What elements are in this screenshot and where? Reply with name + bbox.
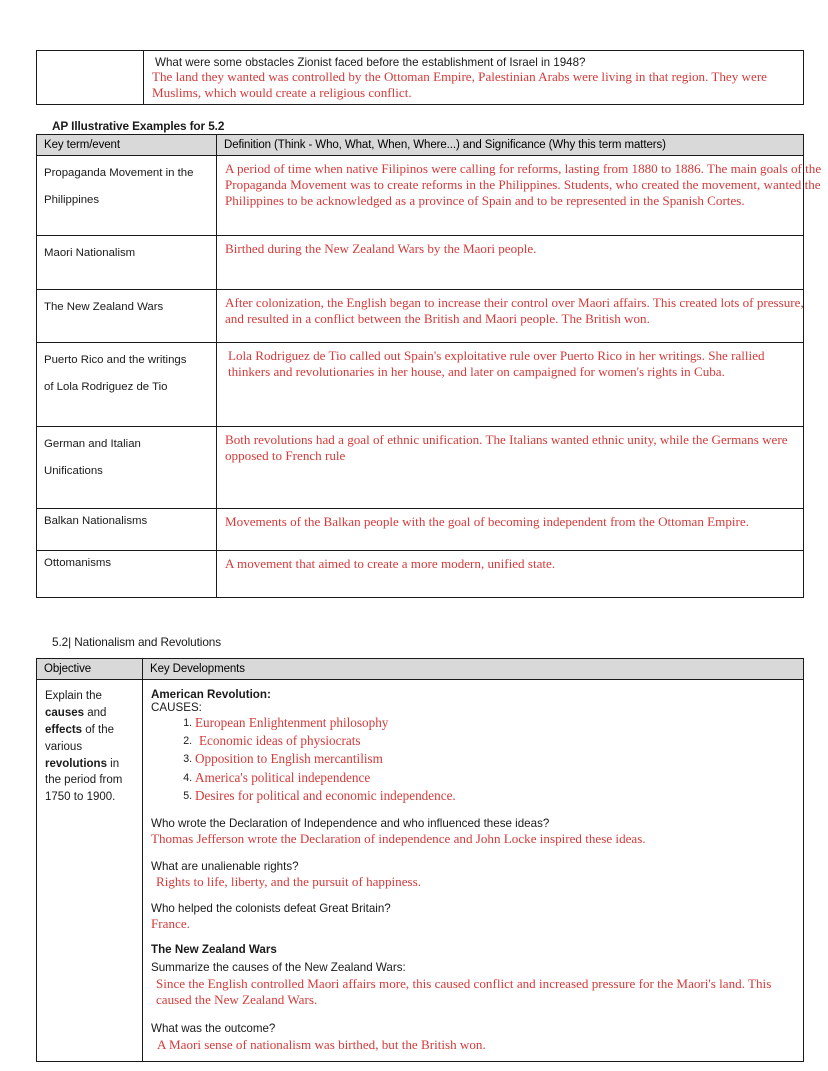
term-line-1: Propaganda Movement in the <box>44 167 194 179</box>
list-item <box>195 787 797 805</box>
qa-item <box>151 816 797 847</box>
definition-answer: Lola Rodriguez de Tio called out Spain's exploitative rule over Puerto Rico in her writings. She rallied thinkers and revolutionaries in her house, and later on campaigned for women's rights in Cuba. <box>228 348 765 380</box>
list-item <box>195 714 797 732</box>
objective-bold-revolutions: revolutions <box>45 757 107 770</box>
cause-text: Desires for political and economic independence. <box>195 787 456 803</box>
term-line-1: Ottomanisms <box>44 557 112 569</box>
new-zealand-wars-heading: The New Zealand Wars <box>151 943 277 957</box>
term-line-2: of Lola Rodriguez de Tio <box>44 380 168 393</box>
table-row <box>37 680 804 1062</box>
column-header-key-developments: Key Developments <box>143 659 804 680</box>
table-row <box>37 551 804 598</box>
term-line-1: Maori Nationalism <box>44 247 136 259</box>
causes-list <box>151 714 797 805</box>
developments-section-title: 5.2| Nationalism and Revolutions <box>52 635 222 649</box>
definition-answer: A movement that aimed to create a more modern, unified state. <box>225 556 556 571</box>
definition-answer: Birthed during the New Zealand Wars by the Maori people. <box>225 241 537 256</box>
term-cell <box>37 427 217 509</box>
definition-answer: After colonization, the English began to increase their control over Maori affairs. This created lots of pressure, and resulted in a conflict between the British and Maori people. The British won. <box>225 295 804 327</box>
term-cell <box>37 343 217 427</box>
table-row <box>37 51 804 105</box>
table-row <box>37 290 804 343</box>
table-row <box>37 509 804 551</box>
objective-part-2: and <box>84 706 107 719</box>
carry-over-question: What were some obstacles Zionist faced before the establishment of Israel in 1948? <box>155 56 586 69</box>
definition-cell <box>217 551 804 598</box>
term-cell <box>37 156 217 236</box>
qa-item <box>151 859 797 890</box>
table-row <box>37 236 804 290</box>
definition-cell <box>217 236 804 290</box>
ap-illustrative-examples-table <box>36 134 822 598</box>
column-header-key-term: Key term/event <box>37 135 217 156</box>
objective-part-4: in the period from 1750 to 1900. <box>45 757 123 804</box>
cause-text: Opposition to English mercantilism <box>195 751 383 767</box>
definition-answer: Movements of the Balkan people with the goal of becoming independent from the Ottoman Empire. <box>225 514 749 529</box>
term-cell <box>37 551 217 598</box>
objective-cell <box>37 680 143 1062</box>
carry-over-question-table <box>36 50 804 105</box>
qa-question: Who helped the colonists defeat Great Britain? <box>151 901 391 915</box>
term-line-2: Unifications <box>44 464 103 477</box>
column-header-objective: Objective <box>37 659 143 680</box>
definition-cell <box>217 156 822 236</box>
cause-text: Economic ideas of physiocrats <box>199 733 361 749</box>
qa-item <box>151 901 797 932</box>
carry-over-content-cell <box>144 51 804 105</box>
cause-text: European Enlightenment philosophy <box>195 715 389 730</box>
summarize-prompt: Summarize the causes of the New Zealand Wars: <box>151 961 406 975</box>
term-line-1: The New Zealand Wars <box>44 301 164 313</box>
causes-label: CAUSES: <box>151 701 202 714</box>
qa-answer: Rights to life, liberty, and the pursuit of happiness. <box>156 873 421 889</box>
definition-cell <box>217 343 804 427</box>
objective-text <box>45 688 134 806</box>
list-item <box>195 750 797 768</box>
carry-over-empty-cell <box>37 51 144 105</box>
list-item <box>195 769 797 787</box>
objective-part-3: of the various <box>45 723 115 753</box>
term-line-2: Philippines <box>44 193 100 206</box>
summarize-answer: Since the English controlled Maori affairs more, this caused conflict and increased pressure for the Maori's land. This caused the New Zealand Wars. <box>156 975 772 1007</box>
key-developments-cell <box>143 680 804 1062</box>
term-cell <box>37 236 217 290</box>
key-developments-table <box>36 658 804 1062</box>
list-item <box>195 732 797 750</box>
table-row <box>37 427 804 509</box>
outcome-prompt: What was the outcome? <box>151 1021 276 1035</box>
table-header-row <box>37 135 804 156</box>
objective-part-1: Explain the <box>45 690 102 702</box>
table-row <box>37 343 804 427</box>
term-cell <box>37 290 217 343</box>
definition-cell <box>217 427 804 509</box>
qa-answer: Thomas Jefferson wrote the Declaration of independence and John Locke inspired these ideas. <box>151 831 646 847</box>
definition-cell <box>217 290 804 343</box>
objective-bold-effects: effects <box>45 723 83 736</box>
carry-over-answer: The land they wanted was controlled by the Ottoman Empire, Palestinian Arabs were living in that region. They were Muslims, which would create a religious conflict. <box>152 69 767 101</box>
cause-text: America's political independence <box>195 769 371 785</box>
american-revolution-heading: American Revolution: <box>151 688 271 701</box>
column-header-definition: Definition (Think - Who, What, When, Where...) and Significance (Why this term matters) <box>217 135 804 156</box>
outcome-block <box>151 1019 797 1053</box>
table-header-row <box>37 659 804 680</box>
term-cell <box>37 509 217 551</box>
definition-answer: Both revolutions had a goal of ethnic unification. The Italians wanted ethnic unity, while the Germans were opposed to French rule <box>225 432 788 464</box>
term-line-1: German and Italian <box>44 438 141 450</box>
definition-answer: A period of time when native Filipinos were calling for reforms, lasting from 1880 to 1886. The main goals of the Propaganda Movement was to create reforms in the Philippines. Students, who created the movement, wanted the Philippines to be acknowledged as a province of Spain and to be represented in the Spanish Cortes. <box>225 161 822 209</box>
objective-bold-causes: causes <box>45 706 85 719</box>
outcome-answer: A Maori sense of nationalism was birthed, but the British won. <box>157 1036 486 1052</box>
qa-question: Who wrote the Declaration of Independence and who influenced these ideas? <box>151 817 550 831</box>
qa-answer: France. <box>151 916 190 932</box>
qa-question: What are unalienable rights? <box>151 859 299 873</box>
term-line-1: Balkan Nationalisms <box>44 515 148 527</box>
examples-section-title: AP Illustrative Examples for 5.2 <box>52 119 225 133</box>
new-zealand-wars-block <box>151 943 797 1007</box>
definition-cell <box>217 509 804 551</box>
term-line-1: Puerto Rico and the writings <box>44 354 187 366</box>
table-row <box>37 156 804 236</box>
